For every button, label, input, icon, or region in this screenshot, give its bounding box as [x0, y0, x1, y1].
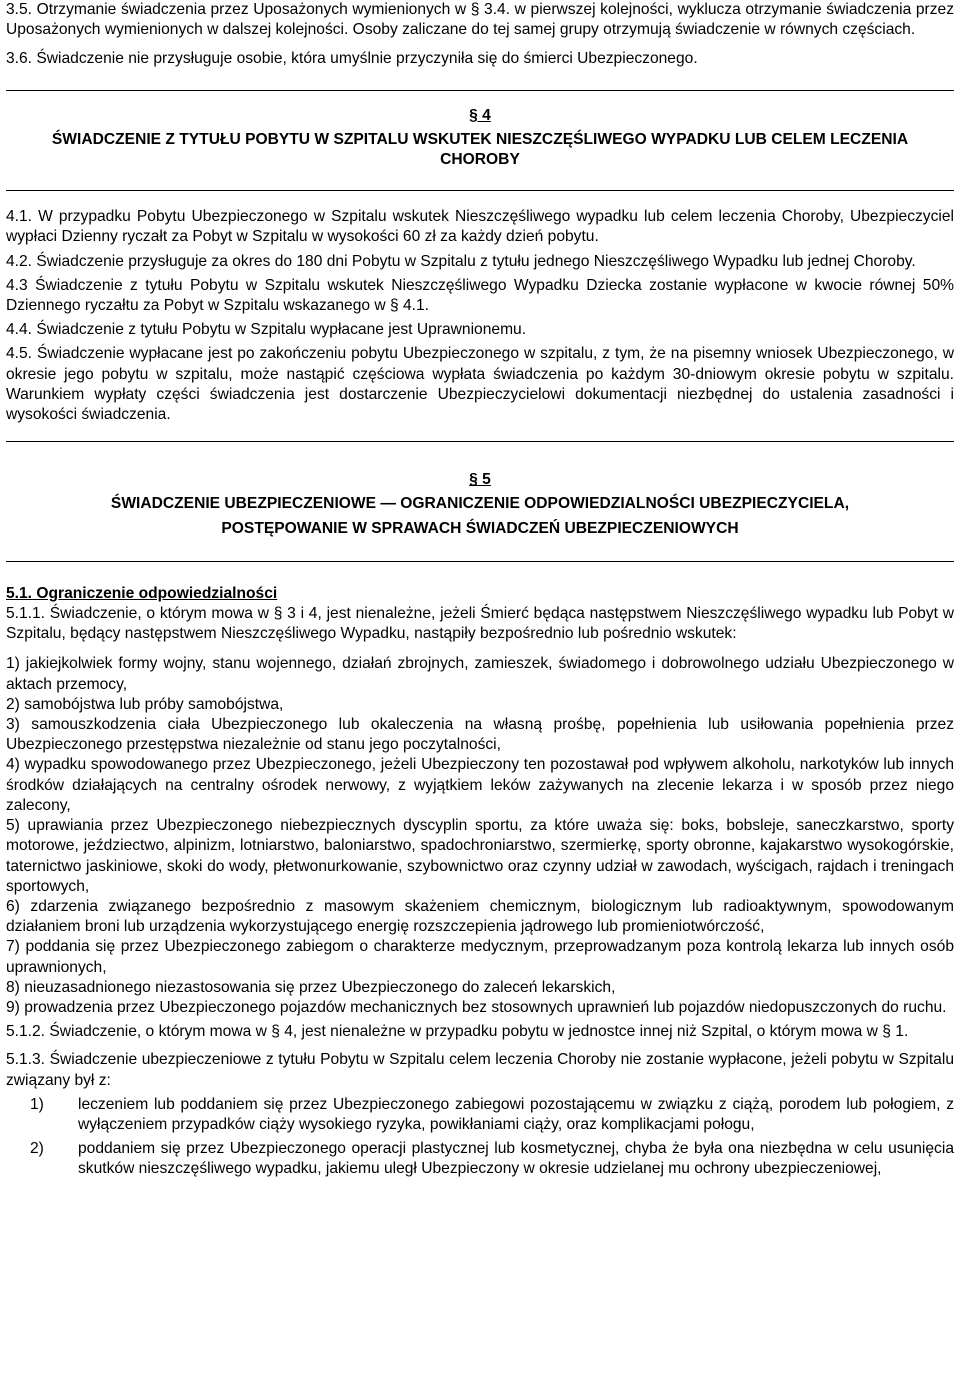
list-item: 2) samobójstwa lub próby samobójstwa, — [6, 695, 284, 713]
paragraph-5-1-1: 5.1.1. Świadczenie, o którym mowa w § 3 i 4, jest nienależne, jeżeli Śmierć będąca następstwem Nieszczęśliwego wypadku lub Pobyt w Szpitalu, będący następstwem Nieszczęśliwego Wypadku, nastąpiły bezpośrednio lub pośrednio wskutek: — [6, 605, 954, 643]
list-marker: 1) — [30, 1095, 44, 1113]
paragraph-5-1-2: 5.1.2. Świadczenie, o którym mowa w § 4, jest nienależne w przypadku pobytu w jednostce innej niż Szpital, o którym mowa w § 1. — [6, 1023, 909, 1041]
paragraph-4-4: 4.4. Świadczenie z tytułu Pobytu w Szpitalu wypłacane jest Uprawnionemu. — [6, 321, 527, 339]
section-5-heading — [6, 470, 954, 539]
hospital-exclusions-list — [6, 1095, 954, 1180]
list-item: 5) uprawiania przez Ubezpieczonego niebezpiecznych dyscyplin sportu, za które uważa się: boks, bobsleje, saneczkarstwo, sporty motorowe, jeździectwo, alpinizm, lotniarstwo, baloniarstwo, spadochroniarstwo, szermierkę, sporty obronne, kajakarstwo wysokogórskie, taternictwo jaskiniowe, skoki do wody, płetwonurkowanie, szybownictwo oraz czynny udział w zawodach, wyścigach, rajdach i treningach sportowych, — [6, 817, 954, 895]
paragraph-4-5: 4.5. Świadczenie wypłacane jest po zakończeniu pobytu Ubezpieczonego w szpitalu, z tym, że na pisemny wniosek Ubezpieczonego, w okresie jego pobytu w szpitalu, może nastąpić częściowa wypłata świadczenia po każdym 30-dniowym okresie pobytu w szpitalu. Warunkiem wypłaty części świadczenia jest dostarczenie Ubezpieczycielowi dokumentacji niezbędnej do ustalenia zasadności i wysokości świadczenia. — [6, 345, 954, 424]
list-item: 1) jakiejkolwiek formy wojny, stanu wojennego, działań zbrojnych, zamieszek, świadomego i dobrowolnego udziału Ubezpieczonego w aktach przemocy, — [6, 655, 954, 693]
list-item: 8) nieuzasadnionego niezastosowania się przez Ubezpieczonego do zaleceń lekarskich, — [6, 978, 616, 996]
paragraph-3-5: 3.5. Otrzymanie świadczenia przez Uposażonych wymienionych w § 3.4. w pierwszej kolejności, wyklucza otrzymanie świadczenia przez Uposażonych wymienionych w dalszej kolejności. Osoby zaliczane do tej samej grupy otrzymują świadczenie w równych częściach. — [6, 1, 954, 39]
list-item: 7) poddania się przez Ubezpieczonego zabiegom o charakterze medycznym, przeprowadzanym poza kontrolą lekarza lub innych osób uprawnionych, — [6, 938, 954, 976]
list-marker: 2) — [30, 1140, 44, 1158]
list-item: 6) zdarzenia związanego bezpośrednio z masowym skażeniem chemicznym, biologicznym lub radioaktywnym, spowodowanym działaniem broni lub urządzenia wykorzystującego energię rozszczepienia jądrowego lub promieniotwórczość, — [6, 897, 954, 936]
section-4-number: § 4 — [469, 106, 491, 124]
subsection-5-1-heading: 5.1. Ograniczenie odpowiedzialności — [6, 584, 278, 602]
section-divider — [6, 441, 954, 442]
section-4-title: ŚWIADCZENIE Z TYTUŁU POBYTU W SZPITALU WSKUTEK NIESZCZĘŚLIWEGO WYPADKU LUB CELEM LECZENIA CHOROBY — [51, 130, 909, 169]
list-item: 9) prowadzenia przez Ubezpieczonego pojazdów mechanicznych bez stosownych uprawnień lub pojazdów niedopuszczonych do ruchu. — [6, 998, 947, 1016]
paragraph-4-1: 4.1. W przypadku Pobytu Ubezpieczonego w Szpitalu wskutek Nieszczęśliwego wypadku lub celem leczenia Choroby, Ubezpieczyciel wypłaci Dzienny ryczałt za Pobyt w Szpitalu w wysokości 60 zł za każdy dzień pobytu. — [6, 208, 954, 246]
list-item: 4) wypadku spowodowanego przez Ubezpieczonego, jeżeli Ubezpieczony ten pozostawał pod wpływem alkoholu, narkotyków lub innych środków działających na centralny ośrodek nerwowy, z wyjątkiem leków zażywanych na zlecenie lekarza i w sposób przez niego zalecony, — [6, 756, 954, 814]
section-5-title-line2: POSTĘPOWANIE W SPRAWACH ŚWIADCZEŃ UBEZPIECZENIOWYCH — [221, 519, 739, 537]
exclusions-list — [6, 654, 954, 1018]
list-item — [6, 1139, 954, 1179]
section-divider — [6, 90, 954, 91]
list-item — [6, 1095, 954, 1135]
list-item-text: poddaniem się przez Ubezpieczonego operacji plastycznej lub kosmetycznej, chyba że była ona niezbędna w celu usunięcia skutków nieszczęśliwego wypadku, jakiemu uległ Ubezpieczony w okresie udzielanej mu ochrony ubezpieczeniowej, — [78, 1140, 954, 1178]
paragraph-5-1-3: 5.1.3. Świadczenie ubezpieczeniowe z tytułu Pobytu w Szpitalu celem leczenia Choroby nie zostanie wypłacone, jeżeli pobytu w Szpitalu związany był z: — [6, 1051, 954, 1089]
section-divider — [6, 561, 954, 562]
section-divider — [6, 190, 954, 191]
list-item-text: leczeniem lub poddaniem się przez Ubezpieczonego zabiegowi pozostającemu w związku z ciążą, porodem lub połogiem, z wyłączeniem przypadków ciąży wysokiego ryzyka, powikłaniami ciąży, oraz komplikacjami połogu, — [78, 1095, 954, 1133]
section-4-heading — [6, 106, 954, 171]
list-item: 3) samouszkodzenia ciała Ubezpieczonego lub okaleczenia na własną prośbę, popełnienia lub usiłowania popełnienia przez Ubezpieczonego przestępstwa niezależnie od stanu jego poczytalności, — [6, 716, 954, 754]
paragraph-4-2: 4.2. Świadczenie przysługuje za okres do 180 dni Pobytu w Szpitalu z tytułu jednego Nieszczęśliwego Wypadku lub jednej Choroby. — [6, 252, 916, 270]
section-5-title-line1: ŚWIADCZENIE UBEZPIECZENIOWE — OGRANICZENIE ODPOWIEDZIALNOŚCI UBEZPIECZYCIELA, — [110, 495, 850, 513]
paragraph-4-3: 4.3 Świadczenie z tytułu Pobytu w Szpitalu wskutek Nieszczęśliwego Wypadku Dziecka zostanie wypłacone w kwocie równej 50% Dziennego ryczałtu za Pobyt w Szpitalu wskazanego w § 4.1. — [6, 276, 954, 315]
section-5-number: § 5 — [469, 471, 491, 489]
paragraph-3-6: 3.6. Świadczenie nie przysługuje osobie, która umyślnie przyczyniła się do śmierci Ubezpieczonego. — [6, 50, 698, 68]
